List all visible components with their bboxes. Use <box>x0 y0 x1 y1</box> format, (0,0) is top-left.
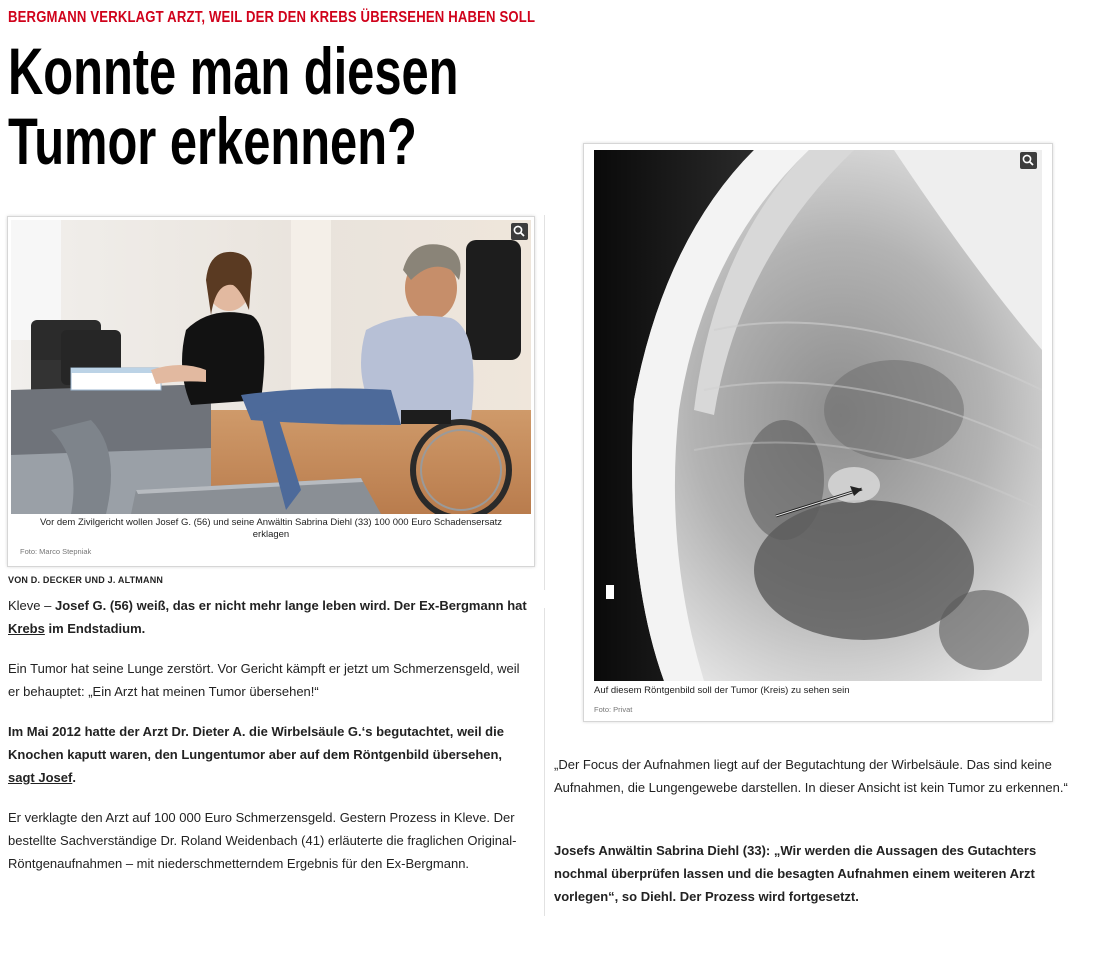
photo-caption: Vor dem Zivilgericht wollen Josef G. (56) und seine Anwältin Sabrina Diehl (33) 100 000 Euro Schadensersatz erklagen <box>39 517 503 540</box>
photo-caption: Auf diesem Röntgenbild soll der Tumor (Kreis) zu sehen sein <box>594 685 850 696</box>
article-paragraph: „Der Focus der Aufnahmen liegt auf der Begutachtung der Wirbelsäule. Das sind keine Aufnahmen, die Lungengewebe darstellen. In dieser Ansicht ist kein Tumor zu erkennen.“ <box>554 757 1068 795</box>
courtroom-photo[interactable] <box>11 220 531 514</box>
xray-photo[interactable] <box>594 150 1042 681</box>
article-paragraph <box>8 594 528 640</box>
xray-photo-figure <box>583 143 1053 722</box>
courtroom-photo-figure <box>7 216 535 567</box>
lead-text-end: im Endstadium. <box>44 621 146 636</box>
bold-text: Im Mai 2012 hatte der Arzt Dr. Dieter A. die Wirbelsäule G.‘s begutachtet, weil die Knochen kaputt waren, den Lungentumor aber auf dem Röntgenbild übersehen, <box>8 724 504 762</box>
krebs-link[interactable]: Krebs <box>8 621 45 636</box>
zoom-button[interactable] <box>1020 152 1037 169</box>
article-paragraph: Josefs Anwältin Sabrina Diehl (33): „Wir werden die Aussagen des Gutachters nochmal überprüfen lassen und die besagten Aufnahmen einem weiteren Arzt vorlegen“, so Diehl. Der Prozess wird fortgesetzt. <box>554 843 1037 904</box>
photo-credit: Foto: Marco Stepniak <box>20 547 92 556</box>
photo-credit: Foto: Privat <box>594 705 633 714</box>
magnifier-icon <box>511 223 528 240</box>
article-paragraph <box>8 720 528 789</box>
article-byline: VON D. DECKER UND J. ALTMANN <box>8 575 164 585</box>
magnifier-icon <box>1020 152 1037 169</box>
article-paragraph: Ein Tumor hat seine Lunge zerstört. Vor Gericht kämpft er jetzt um Schmerzensgeld, weil er behauptet: „Ein Arzt hat meinen Tumor übersehen!“ <box>8 661 520 699</box>
article-headline: Konnte man diesen Tumor erkennen? <box>8 34 459 178</box>
column-divider <box>544 215 545 590</box>
sagt-josef-link[interactable]: sagt Josef <box>8 770 73 785</box>
lead-text: Josef G. (56) weiß, das er nicht mehr lange leben wird. Der Ex-Bergmann hat <box>54 598 527 613</box>
dateline: Kleve – <box>8 598 55 613</box>
bold-text-end: . <box>72 770 76 785</box>
column-divider <box>544 608 545 916</box>
article-paragraph: Er verklagte den Arzt auf 100 000 Euro Schmerzensgeld. Gestern Prozess in Kleve. Der bestellte Sachverständige Dr. Roland Weidenbach (41) erläuterte die fraglichen Original-Röntgenaufnahmen – mit niederschmetterndem Ergebnis für den Ex-Bergmann. <box>8 810 517 871</box>
zoom-button[interactable] <box>511 223 528 240</box>
article-kicker: BERGMANN VERKLAGT ARZT, WEIL DER DEN KREBS ÜBERSEHEN HABEN SOLL <box>8 9 536 26</box>
